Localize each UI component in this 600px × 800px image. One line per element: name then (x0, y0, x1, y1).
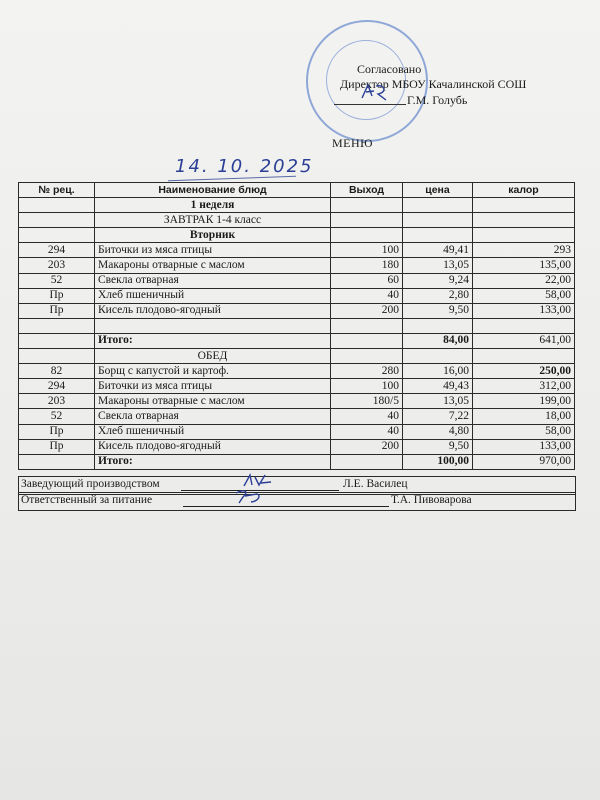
table-row (19, 243, 575, 258)
dish-name: Борщ с капустой и картоф. (95, 364, 331, 379)
dish-price: 2,80 (403, 288, 473, 303)
responsible-signature-line (183, 506, 389, 507)
approval-director: Директор МБОУ Качалинской СОШ (340, 77, 527, 91)
dish-name: Макароны отварные с маслом (95, 394, 331, 409)
dish-output: 180/5 (331, 394, 403, 409)
header-price: цена (403, 183, 473, 198)
approval-director-name: Г.М. Голубь (407, 93, 468, 107)
footer-responsible-row (18, 492, 576, 511)
dish-price: 13,05 (403, 258, 473, 273)
dish-kcal: 199,00 (473, 394, 575, 409)
recipe-num: Пр (19, 288, 95, 303)
dish-output: 100 (331, 243, 403, 258)
responsible-name: Т.А. Пивоварова (391, 494, 472, 506)
dish-name: Хлеб пшеничный (95, 288, 331, 303)
meal-lunch-label: ОБЕД (95, 349, 331, 364)
dish-output: 60 (331, 273, 403, 288)
recipe-num: 294 (19, 379, 95, 394)
dish-output: 40 (331, 409, 403, 424)
dish-name: Макароны отварные с маслом (95, 258, 331, 273)
manager-name: Л.Е. Василец (343, 478, 408, 490)
page-title: МЕНЮ (332, 136, 373, 150)
dish-name: Биточки из мяса птицы (95, 379, 331, 394)
dish-price: 7,22 (403, 409, 473, 424)
recipe-num: 203 (19, 258, 95, 273)
lunch-total-label: Итого: (95, 454, 331, 469)
dish-kcal: 135,00 (473, 258, 575, 273)
table-row (19, 258, 575, 273)
table-row (19, 409, 575, 424)
dish-kcal: 22,00 (473, 273, 575, 288)
manager-label: Заведующий производством (21, 478, 160, 490)
recipe-num: 294 (19, 243, 95, 258)
dish-kcal: 133,00 (473, 439, 575, 454)
dish-output: 40 (331, 424, 403, 439)
table-row (19, 379, 575, 394)
week-label: 1 неделя (95, 198, 331, 213)
recipe-num: Пр (19, 303, 95, 318)
director-signature (360, 82, 390, 102)
dish-kcal: 58,00 (473, 424, 575, 439)
breakfast-total-label: Итого: (95, 333, 331, 348)
dish-output: 280 (331, 364, 403, 379)
dish-kcal: 58,00 (473, 288, 575, 303)
breakfast-total-row (19, 333, 575, 348)
responsible-label: Ответственный за питание (21, 494, 153, 506)
dish-price: 9,50 (403, 303, 473, 318)
table-row (19, 364, 575, 379)
meal-breakfast-label: ЗАВТРАК 1-4 класс (95, 213, 331, 228)
table-row (19, 439, 575, 454)
dish-name: Кисель плодово-ягодный (95, 439, 331, 454)
lunch-total-kcal: 970,00 (473, 454, 575, 469)
header-kcal: калор (473, 183, 575, 198)
breakfast-total-price: 84,00 (403, 333, 473, 348)
responsible-signature (233, 487, 267, 507)
recipe-num: 203 (19, 394, 95, 409)
dish-name: Кисель плодово-ягодный (95, 303, 331, 318)
table-row (19, 424, 575, 439)
week-row (19, 198, 575, 213)
table-header-row (19, 183, 575, 198)
breakfast-total-kcal: 641,00 (473, 333, 575, 348)
table-row (19, 394, 575, 409)
director-signature-line (334, 104, 406, 105)
dish-kcal: 18,00 (473, 409, 575, 424)
dish-kcal: 293 (473, 243, 575, 258)
dish-output: 100 (331, 379, 403, 394)
dish-name: Биточки из мяса птицы (95, 243, 331, 258)
dish-output: 200 (331, 303, 403, 318)
dish-name: Свекла отварная (95, 273, 331, 288)
dish-output: 200 (331, 439, 403, 454)
table-row (19, 288, 575, 303)
table-row (19, 273, 575, 288)
dish-price: 49,41 (403, 243, 473, 258)
recipe-num: Пр (19, 439, 95, 454)
day-row (19, 228, 575, 243)
dish-kcal: 312,00 (473, 379, 575, 394)
lunch-total-price: 100,00 (403, 454, 473, 469)
lunch-total-row (19, 454, 575, 469)
recipe-num: 52 (19, 273, 95, 288)
recipe-num: 82 (19, 364, 95, 379)
dish-price: 13,05 (403, 394, 473, 409)
handwritten-date: 14. 10. 2025 (175, 156, 314, 177)
header-recipe-num: № рец. (19, 183, 95, 198)
recipe-num: Пр (19, 424, 95, 439)
header-dish-name: Наименование блюд (95, 183, 331, 198)
header-output: Выход (331, 183, 403, 198)
dish-price: 9,50 (403, 439, 473, 454)
dish-output: 180 (331, 258, 403, 273)
recipe-num: 52 (19, 409, 95, 424)
day-label: Вторник (95, 228, 331, 243)
dish-kcal: 133,00 (473, 303, 575, 318)
table-row (19, 303, 575, 318)
dish-name: Хлеб пшеничный (95, 424, 331, 439)
empty-row (19, 318, 575, 333)
approval-label: Согласовано (357, 62, 422, 76)
dish-price: 49,43 (403, 379, 473, 394)
dish-name: Свекла отварная (95, 409, 331, 424)
dish-price: 9,24 (403, 273, 473, 288)
meal-breakfast-row (19, 213, 575, 228)
dish-price: 16,00 (403, 364, 473, 379)
meal-lunch-row (19, 349, 575, 364)
dish-kcal: 250,00 (473, 364, 575, 379)
menu-table (18, 182, 575, 470)
dish-price: 4,80 (403, 424, 473, 439)
dish-output: 40 (331, 288, 403, 303)
